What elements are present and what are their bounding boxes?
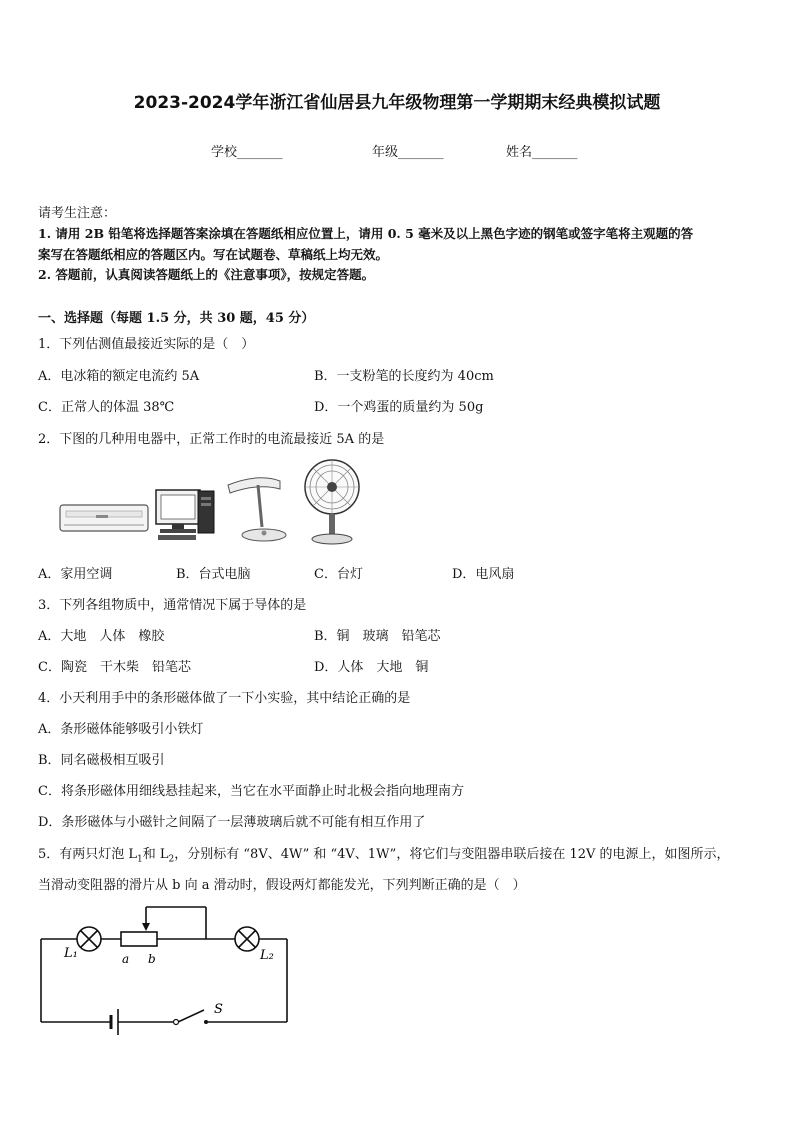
q1-option-a: A．电冰箱的额定电流约 5A (38, 369, 200, 384)
q5-stem-line-2: 当滑动变阻器的滑片从 b 向 a 滑动时，假设两灯都能发光，下列判断正确的是（ ） (38, 878, 526, 893)
q3-option-a: A．大地 人体 橡胶 (38, 629, 165, 644)
q3-stem: 3．下列各组物质中，通常情况下属于导体的是 (38, 598, 307, 613)
q1-stem: 1．下列估测值最接近实际的是（ ） (38, 337, 255, 352)
q2-option-b: B．台式电脑 (176, 567, 251, 582)
q3-option-d: D．人体 大地 铜 (314, 660, 429, 675)
q2-option-c: C．台灯 (314, 567, 363, 582)
label-l1: L₁ (64, 946, 78, 961)
q4-option-c: C．将条形磁体用细线悬挂起来，当它在水平面静止时北极会指向地理南方 (38, 784, 464, 799)
q3-option-c: C．陶瓷 干木柴 铅笔芯 (38, 660, 191, 675)
circuit-diagram (36, 895, 292, 1035)
page-title: 2023-2024学年浙江省仙居县九年级物理第一学期期末经典模拟试题 (133, 93, 661, 113)
grade-field: 年级_______ (372, 145, 444, 160)
q2-stem: 2．下图的几种用电器中，正常工作时的电流最接近 5A 的是 (38, 432, 385, 447)
label-s: S (214, 1002, 223, 1017)
appliances-figure (58, 455, 363, 555)
notice-heading: 请考生注意： (38, 206, 117, 221)
q4-option-a: A．条形磁体能够吸引小铁灯 (38, 722, 204, 737)
q5-sub-1: 1 (137, 854, 143, 865)
name-field: 姓名_______ (506, 145, 578, 160)
q5-sub-2: 2 (168, 854, 175, 865)
q4-stem: 4．小天利用手中的条形磁体做了一下小实验，其中结论正确的是 (38, 691, 411, 706)
q2-option-d: D．电风扇 (452, 567, 515, 582)
notice-line-1b: 案写在答题纸相应的答题区内。写在试题卷、草稿纸上均无效。 (38, 247, 389, 262)
q1-option-c: C．正常人的体温 38℃ (38, 400, 175, 415)
notice-line-2: 2. 答题前，认真阅读答题纸上的《注意事项》，按规定答题。 (38, 267, 375, 282)
notice-line-1: 1. 请用 2B 铅笔将选择题答案涂填在答题纸相应位置上，请用 0. 5 毫米及以上黑色字迹的钢笔或签字笔将主观题的答 (38, 226, 694, 241)
q5-stem-line-1 (38, 843, 730, 865)
desktop-computer-image (156, 490, 214, 540)
q5-text-3: ，分别标有 “8V、4W” 和 “4V、1W”，将它们与变阻器串联后接在 12V 的电源上，如图所示， (174, 847, 730, 862)
q4-option-d: D．条形磁体与小磁针之间隔了一层薄玻璃后就不可能有相互作用了 (38, 815, 426, 830)
electric-fan-image (305, 460, 359, 544)
school-field: 学校_______ (211, 145, 283, 160)
label-l2: L₂ (260, 948, 274, 963)
air-conditioner-image (60, 505, 148, 531)
q5-text-1: 5．有两只灯泡 L (38, 847, 138, 862)
q1-option-d: D．一个鸡蛋的质量约为 50g (314, 400, 484, 415)
q2-option-a: A．家用空调 (38, 567, 113, 582)
q1-option-b: B．一支粉笔的长度约为 40cm (314, 369, 494, 384)
desk-lamp-image (228, 478, 286, 541)
section-heading: 一、选择题（每题 1.5 分，共 30 题，45 分） (38, 311, 315, 326)
q4-option-b: B．同名磁极相互吸引 (38, 753, 165, 768)
label-b: b (148, 952, 156, 966)
label-a: a (122, 952, 130, 966)
q3-option-b: B．铜 玻璃 铅笔芯 (314, 629, 441, 644)
q5-text-2: 和 L (142, 847, 169, 862)
